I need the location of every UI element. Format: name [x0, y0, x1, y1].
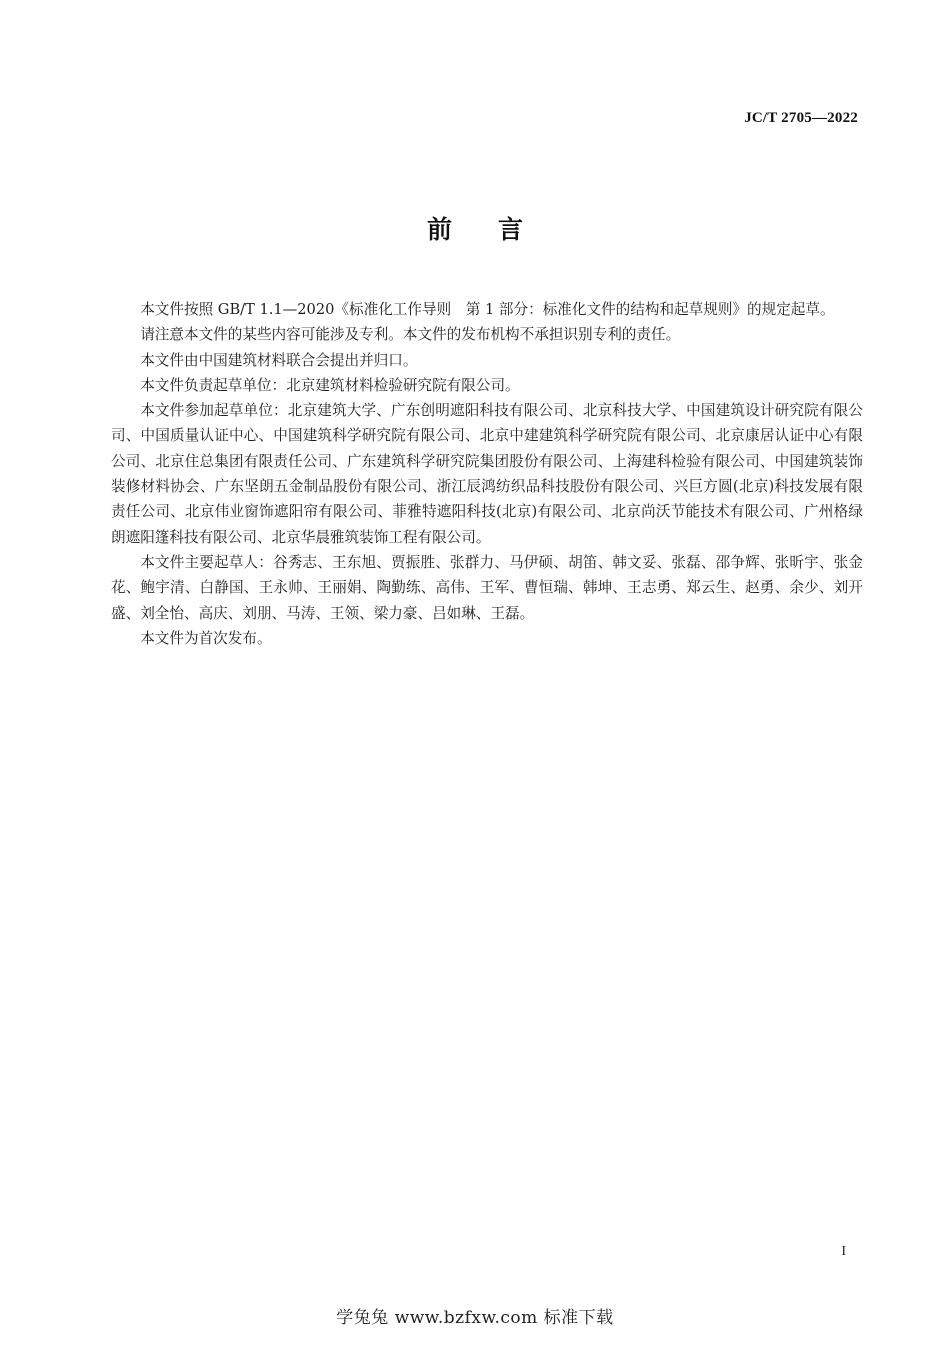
foreword-body — [111, 297, 863, 651]
page-number: I — [841, 1244, 846, 1259]
paragraph-drafting-rules: 本文件按照 GB/T 1.1—2020《标准化工作导则 第 1 部分：标准化文件的结构和起草规则》的规定起草。 — [140, 301, 835, 318]
paragraph-patent-notice: 请注意本文件的某些内容可能涉及专利。本文件的发布机构不承担识别专利的责任。 — [140, 326, 681, 344]
paragraph-proposer: 本文件由中国建筑材料联合会提出并归口。 — [140, 351, 418, 369]
page-title: 前言 — [426, 215, 569, 244]
paragraph-main-drafters: 本文件主要起草人：谷秀志、王东旭、贾振胜、张群力、马伊硕、胡笛、韩文妥、张磊、邵争辉、张昕宇、张金花、鲍宇清、白静国、王永帅、王丽娟、陶勤练、高伟、王军、曹恒瑞、韩坤、王志勇、郑云生、赵勇、余少、刘开盛、刘全怡、高庆、刘朋、马涛、王领、梁力豪、吕如琳、王磊。 — [111, 553, 863, 622]
paragraph-first-release: 本文件为首次发布。 — [140, 629, 272, 647]
standard-number: JC/T 2705—2022 — [744, 110, 858, 126]
paragraph-lead-drafter: 本文件负责起草单位：北京建筑材料检验研究院有限公司。 — [140, 376, 520, 394]
watermark-text: 学兔兔 www.bzfxw.com 标准下载 — [336, 1308, 614, 1328]
paragraph-participating-units: 本文件参加起草单位：北京建筑大学、广东创明遮阳科技有限公司、北京科技大学、中国建筑设计研究院有限公司、中国质量认证中心、中国建筑科学研究院有限公司、北京中建建筑科学研究院有限公司、北京康居认证中心有限公司、北京住总集团有限责任公司、广东建筑科学研究院集团股份有限公司、上海建科检验有限公司、中国建筑装饰装修材料协会、广东坚朗五金制品股份有限公司、浙江辰鸿纺织品科技股份有限公司、兴巨方圆(北京)科技发展有限责任公司、北京伟业窗饰遮阳帘有限公司、菲雅特遮阳科技(北京)有限公司、北京尚沃节能技术有限公司、广州格绿朗遮阳篷科技有限公司、北京华晨雅筑装饰工程有限公司。 — [111, 402, 863, 546]
